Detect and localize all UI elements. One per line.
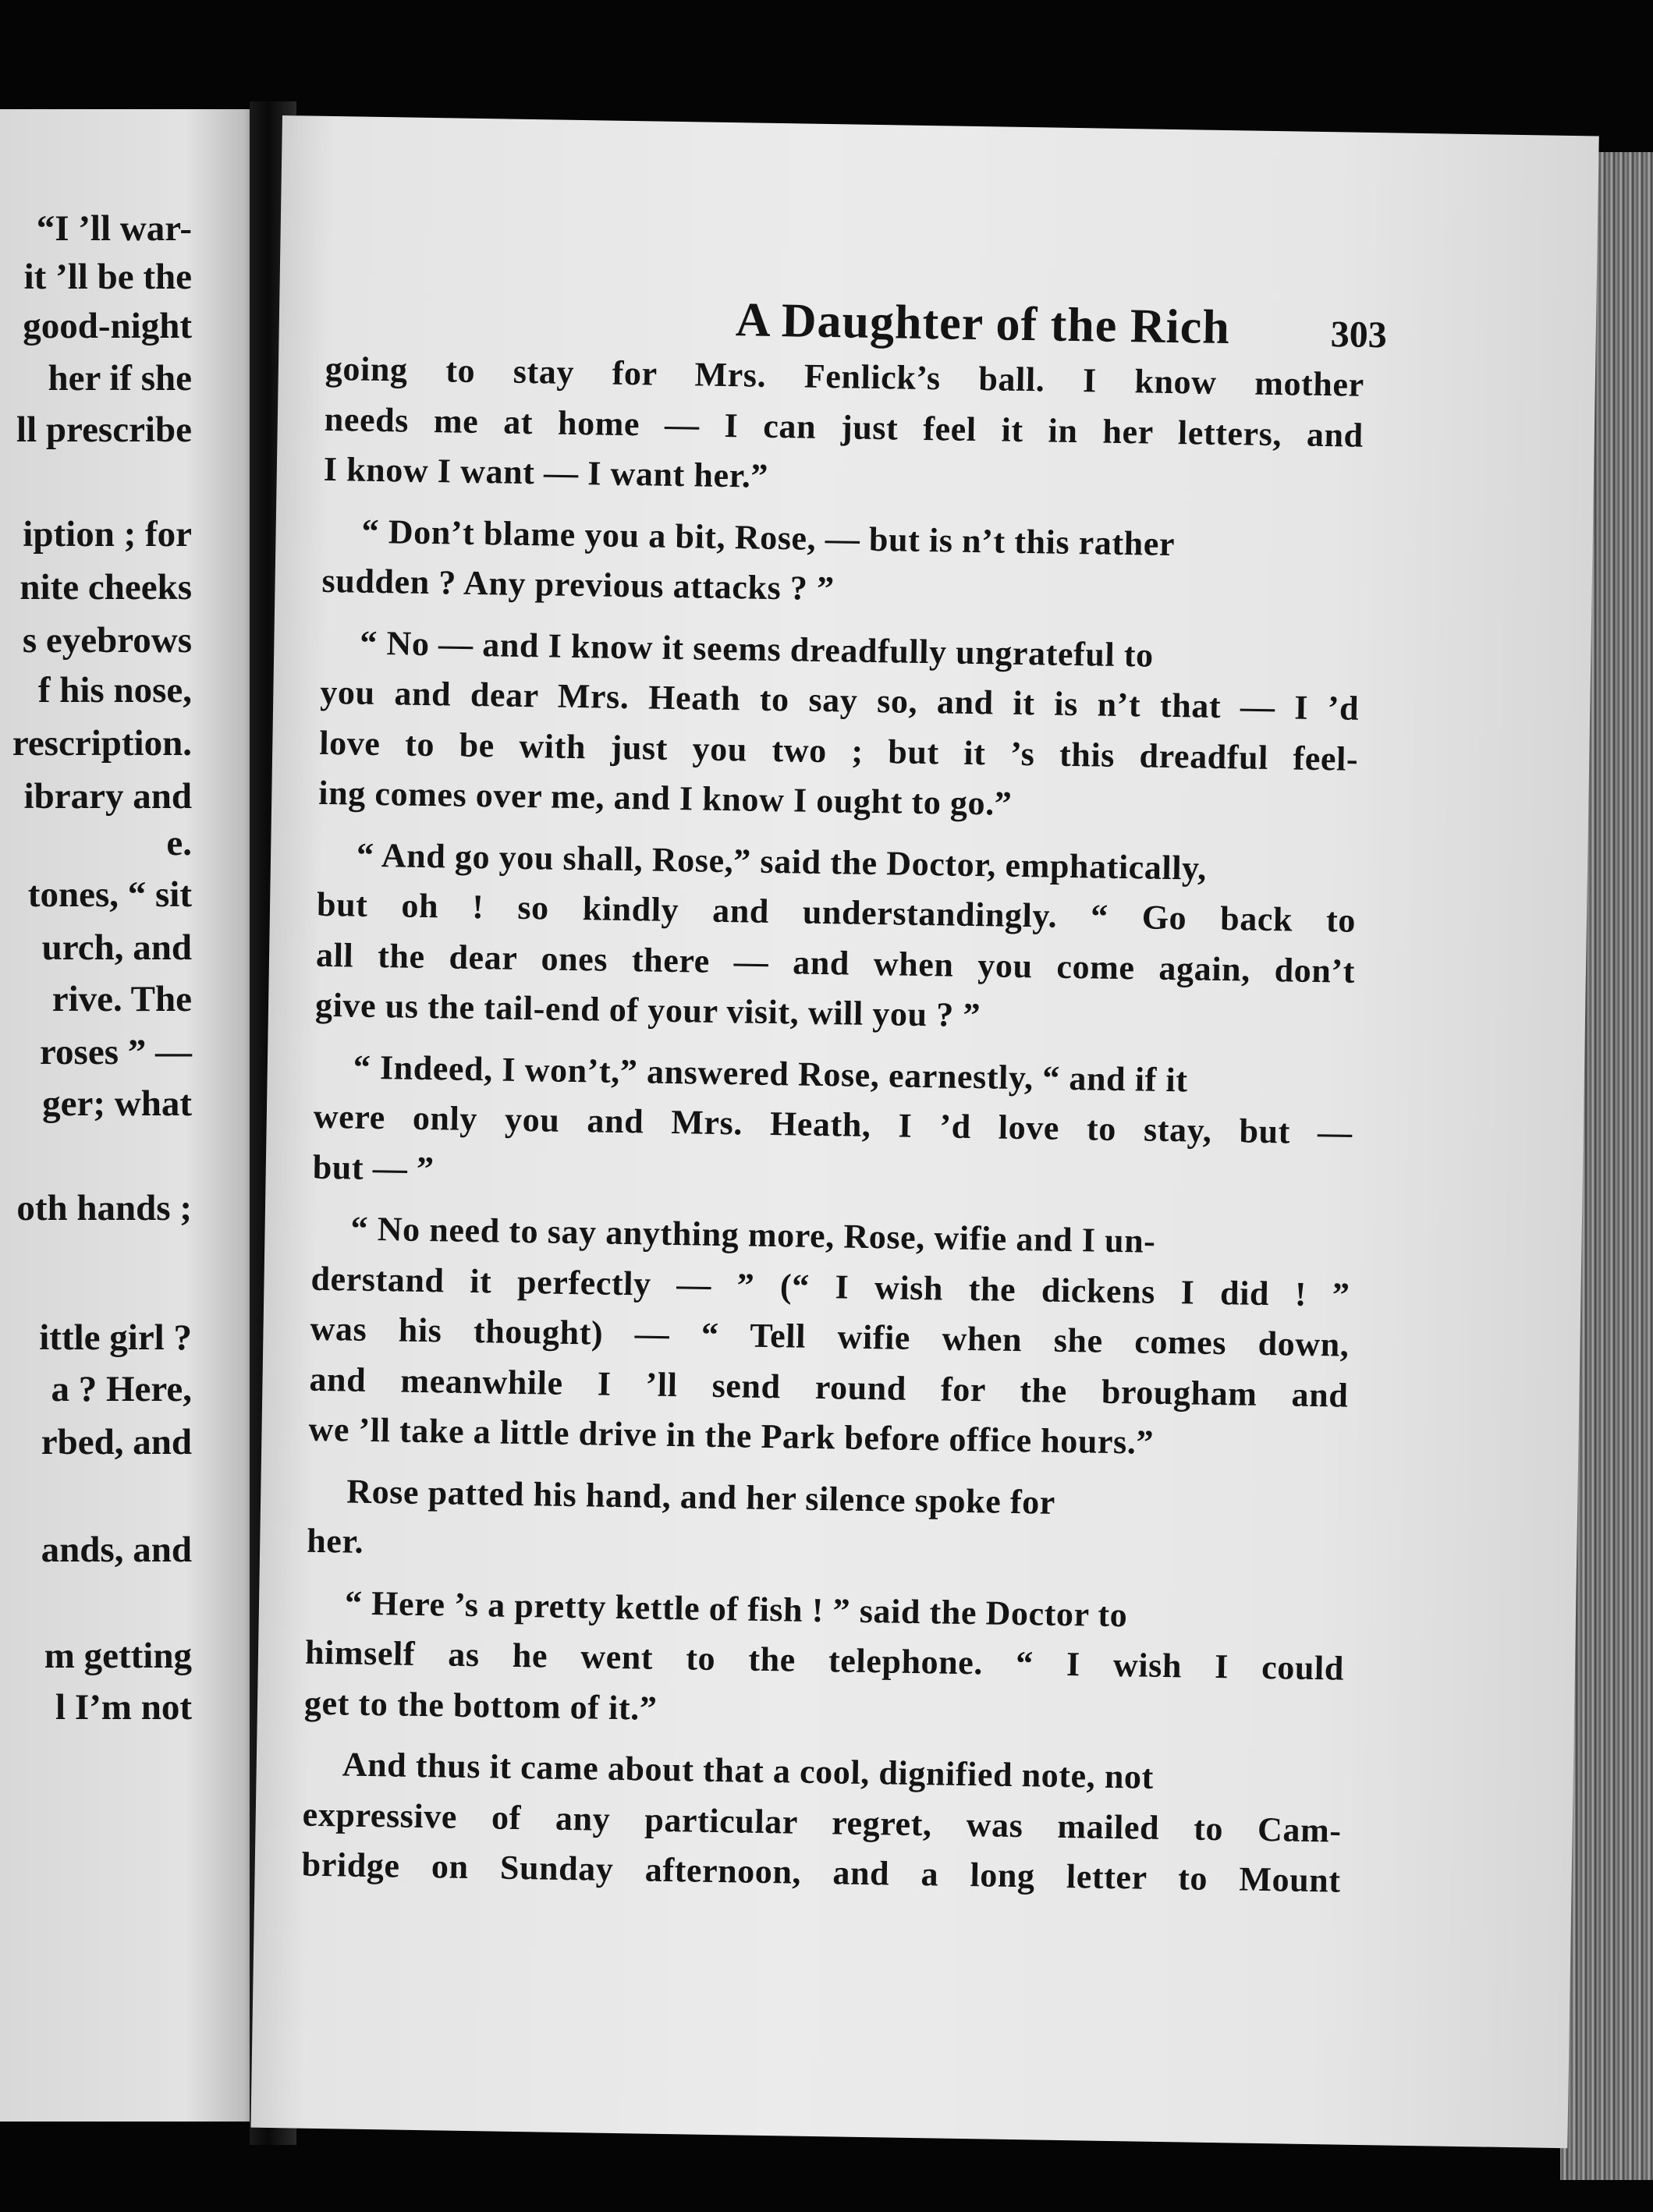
text-line: and meanwhile I ’ll send round for the brougham and: [309, 1359, 1349, 1415]
previous-page-fragment: tones, “ sit: [27, 874, 192, 915]
text-line: was his thought) — “ Tell wifie when she comes down,: [310, 1309, 1350, 1364]
previous-page-fragment: ands, and: [41, 1530, 192, 1570]
previous-page-fragment: urch, and: [41, 927, 192, 968]
previous-page-fragment: “I ’ll war-: [36, 208, 192, 249]
previous-page-fragment: her if she: [48, 358, 192, 399]
text-line: And thus it came about that a cool, dignified note, not: [342, 1745, 1155, 1796]
text-line: ing comes over me, and I know I ought to go.”: [317, 773, 1013, 823]
previous-page-fragment: ger; what: [42, 1083, 192, 1124]
text-line: but — ”: [312, 1147, 435, 1188]
text-line: needs me at home — I can just feel it in her letters, and: [324, 399, 1364, 455]
text-line: her.: [306, 1521, 364, 1561]
previous-page-fragment: it ’ll be the: [23, 257, 192, 297]
text-line: give us the tail-end of your visit, will you ? ”: [314, 985, 981, 1035]
text-line: “ No need to say anything more, Rose, wifie and I un-: [350, 1209, 1156, 1260]
text-line: Rose patted his hand, and her silence spoke for: [346, 1472, 1056, 1522]
previous-page-fragment: f his nose,: [37, 670, 192, 711]
text-line: “ No — and I know it seems dreadfully ungrateful to: [360, 623, 1155, 675]
previous-page-fragment: a ? Here,: [51, 1369, 192, 1409]
text-line: derstand it perfectly — ” (“ I wish the dickens I did ! ”: [310, 1259, 1350, 1314]
previous-page-fragment: m getting: [44, 1636, 192, 1676]
previous-page-fragment: rescription.: [12, 723, 192, 764]
text-line: I know I want — I want her.”: [323, 449, 769, 495]
body-text: [301, 344, 1364, 1906]
text-line: bridge on Sunday afternoon, and a long letter to Mount: [301, 1845, 1342, 1900]
previous-page-fragment: oth hands ;: [16, 1188, 192, 1228]
previous-page-fragment: roses ” —: [40, 1032, 192, 1072]
text-line: get to the bottom of it.”: [303, 1683, 658, 1728]
text-line: but oh ! so kindly and understandingly. “ Go back to: [316, 884, 1357, 940]
text-line: going to stay for Mrs. Fenlick’s ball. I know mother: [325, 349, 1365, 404]
previous-page-fragment: iption ; for: [23, 514, 192, 555]
previous-page-fragment: ll prescribe: [16, 409, 192, 450]
text-line: you and dear Mrs. Heath to say so, and it is n’t that — I ’d: [320, 672, 1360, 728]
previous-page-fragment: nite cheeks: [20, 567, 192, 608]
previous-page-fragment: good-night: [23, 306, 192, 346]
text-line: sudden ? Any previous attacks ? ”: [321, 561, 835, 608]
text-line: all the dear ones there — and when you come again, don’t: [315, 935, 1356, 991]
text-line: “ Indeed, I won’t,” answered Rose, earnestly, “ and if it: [353, 1048, 1188, 1099]
page-number: 303: [1330, 314, 1388, 356]
previous-page-fragment: l I’m not: [55, 1687, 192, 1728]
text-line: “ Don’t blame you a bit, Rose, — but is n’t this rather: [361, 512, 1176, 563]
previous-page-fragment: ittle girl ?: [39, 1317, 192, 1358]
previous-page-fragment: rive. The: [51, 979, 192, 1019]
text-line: expressive of any particular regret, was mailed to Cam-: [302, 1795, 1343, 1850]
running-head: A Daughter of the Rich: [735, 293, 1231, 355]
text-line: “ And go you shall, Rose,” said the Doctor, emphatically,: [356, 835, 1208, 888]
text-line: love to be with just you two ; but it ’s this dreadful feel-: [318, 723, 1359, 778]
previous-page-edge: [0, 109, 265, 2122]
text-line: himself as he went to the telephone. “ I wish I could: [304, 1632, 1345, 1688]
previous-page-fragment: e.: [166, 823, 192, 863]
previous-page-fragment: ibrary and: [23, 776, 192, 817]
previous-page-fragment: s eyebrows: [22, 620, 192, 661]
text-line: “ Here ’s a pretty kettle of fish ! ” said the Doctor to: [344, 1583, 1128, 1634]
previous-page-fragment: rbed, and: [41, 1422, 192, 1462]
text-line: were only you and Mrs. Heath, I ’d love to stay, but —: [313, 1097, 1353, 1152]
text-line: we ’ll take a little drive in the Park before office hours.”: [308, 1409, 1155, 1462]
current-page: [250, 115, 1598, 2148]
